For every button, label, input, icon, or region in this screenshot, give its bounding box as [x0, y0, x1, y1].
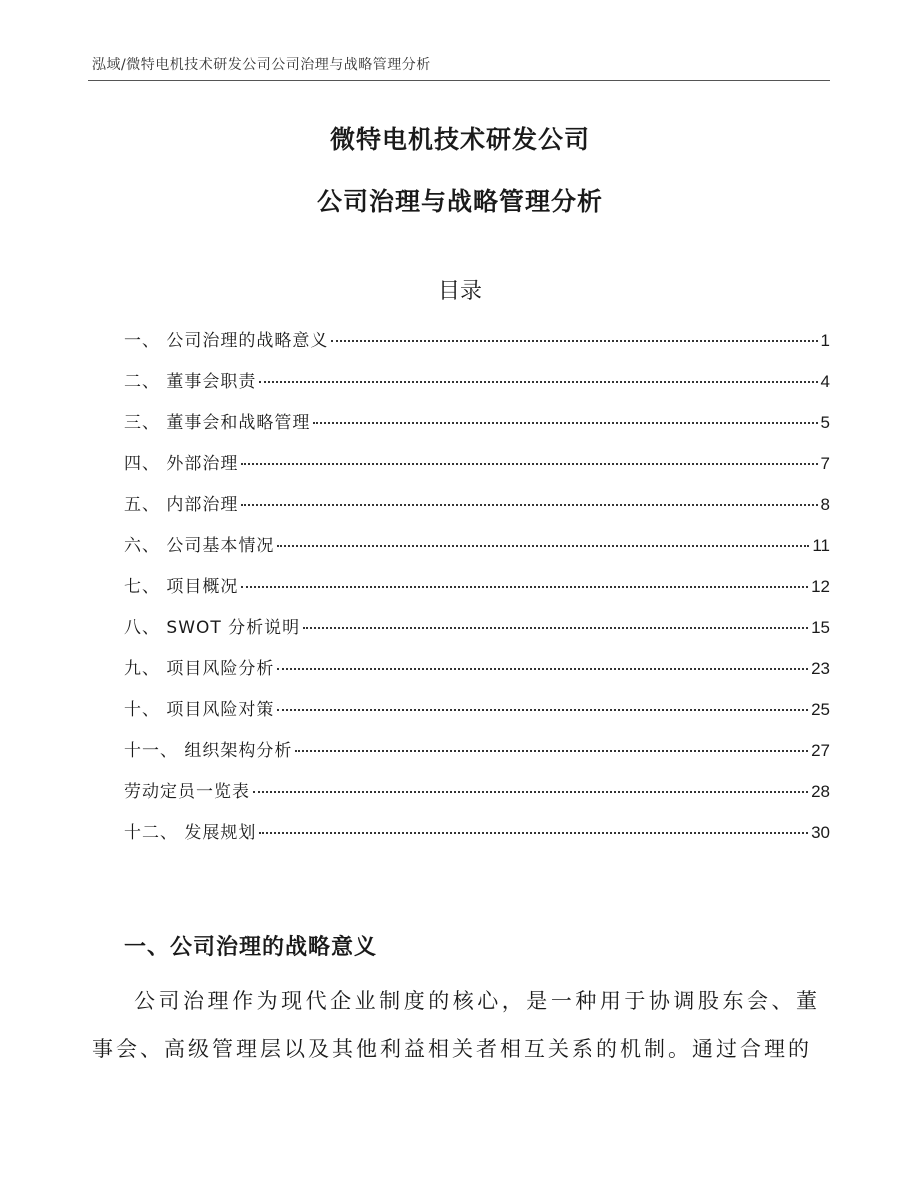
toc-entry-page: 4 [820, 372, 830, 391]
toc-entry-label: 五、 内部治理 [124, 495, 239, 515]
toc-leader-dots [241, 463, 817, 465]
toc-entry[interactable] [124, 736, 830, 777]
toc-leader-dots [259, 381, 817, 383]
body-paragraph: 公司治理作为现代企业制度的核心，是一种用于协调股东会、董事会、高级管理层以及其他利益相关者相互关系的机制。通过合理的 [92, 989, 820, 1061]
toc-entry[interactable] [124, 449, 830, 490]
header-divider [88, 80, 830, 81]
toc-entry-page: 8 [820, 495, 830, 514]
toc-entry-page: 12 [811, 577, 830, 596]
toc-entry-label: 九、 项目风险分析 [124, 659, 275, 679]
toc-entry-label: 一、 公司治理的战略意义 [124, 331, 329, 351]
toc-entry-label: 六、 公司基本情况 [124, 536, 275, 556]
toc-entry[interactable] [124, 613, 830, 654]
toc-entry-page: 30 [811, 823, 830, 842]
toc-entry[interactable] [124, 326, 830, 367]
toc-entry[interactable] [124, 367, 830, 408]
toc-leader-dots [313, 422, 817, 424]
toc-entry-label: 十二、 发展规划 [124, 823, 257, 843]
toc-entry[interactable] [124, 408, 830, 449]
toc-entry[interactable] [124, 490, 830, 531]
document-title-line1: 微特电机技术研发公司 [329, 125, 590, 154]
toc-entry-page: 15 [811, 618, 830, 637]
toc-leader-dots [277, 545, 809, 547]
toc-entry-page: 23 [811, 659, 830, 678]
toc-entry[interactable] [124, 572, 830, 613]
toc-entry[interactable] [124, 695, 830, 736]
toc-leader-dots [303, 627, 808, 629]
toc-entry-label: 三、 董事会和战略管理 [124, 413, 311, 433]
toc-entry-page: 28 [811, 782, 830, 801]
toc-entry-label: 十一、 组织架构分析 [124, 741, 293, 761]
toc-entry-page: 7 [820, 454, 830, 473]
toc-entry-page: 11 [812, 536, 830, 555]
toc-entry-page: 27 [811, 741, 830, 760]
toc-entry-page: 25 [811, 700, 830, 719]
toc-leader-dots [253, 791, 808, 793]
toc-entry-label: 四、 外部治理 [124, 454, 239, 474]
section-heading: 一、公司治理的战略意义 [124, 935, 378, 960]
toc-entry[interactable] [124, 654, 830, 695]
toc-leader-dots [277, 668, 808, 670]
toc-leader-dots [277, 709, 808, 711]
toc-leader-dots [295, 750, 808, 752]
document-title-line2: 公司治理与战略管理分析 [316, 187, 603, 216]
toc-entry-label: 劳动定员一览表 [124, 782, 250, 802]
toc-entry-label: 二、 董事会职责 [124, 372, 257, 392]
toc-entry-label: 七、 项目概况 [124, 577, 239, 597]
toc-entry[interactable] [124, 777, 830, 818]
toc-entry[interactable] [124, 531, 830, 572]
toc-entry-label: 十、 项目风险对策 [124, 700, 275, 720]
toc-leader-dots [331, 340, 817, 342]
table-of-contents [124, 326, 830, 859]
toc-leader-dots [259, 832, 808, 834]
toc-entry-page: 1 [820, 331, 830, 350]
toc-leader-dots [241, 504, 817, 506]
toc-leader-dots [241, 586, 808, 588]
toc-entry[interactable] [124, 818, 830, 859]
toc-heading: 目录 [437, 279, 482, 304]
running-header: 泓域/微特电机技术研发公司公司治理与战略管理分析 [92, 57, 431, 73]
toc-entry-page: 5 [820, 413, 830, 432]
toc-entry-label: 八、 SWOT 分析说明 [124, 618, 301, 638]
